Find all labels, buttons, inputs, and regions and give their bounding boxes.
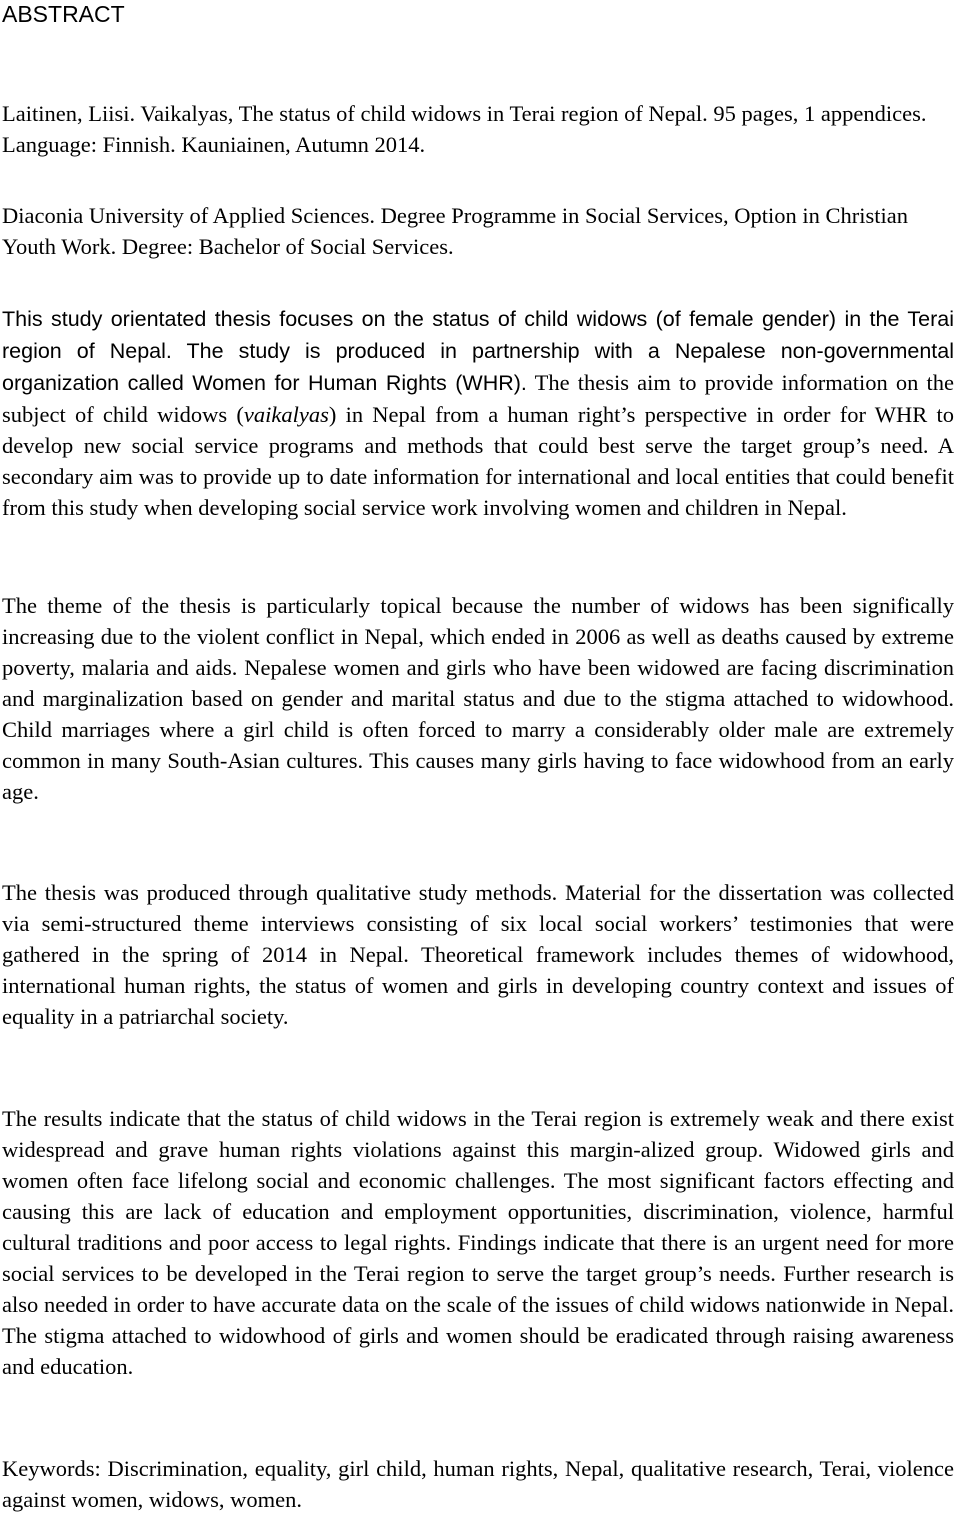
abstract-paragraph-1 xyxy=(2,303,954,523)
abstract-paragraph-3: The thesis was produced through qualitative study methods. Material for the dissertation was collected via semi-structured theme interviews consisting of six local social workers’ testimonies that were gathered in the spring of 2014 in Nepal. Theoretical framework includes themes of widowhood, international human rights, the status of women and girls in developing country context and issues of equality in a patriarchal society. xyxy=(2,880,954,1029)
abstract-paragraph-2: The theme of the thesis is particularly topical because the number of widows has been significally increasing due to the violent conflict in Nepal, which ended in 2006 as well as deaths caused by extreme poverty, malaria and aids. Nepalese women and girls who have been widowed are facing discrimination and marginalization based on gender and marital status and due to the stigma attached to widowhood. Child marriages where a girl child is often forced to marry a considerably older male are extremely common in many South-Asian cultures. This causes many girls having to face widowhood from an early age. xyxy=(2,593,954,804)
author-line: Laitinen, Liisi. Vaikalyas, The status of child widows in Terai region of Nepal. 95 pages, 1 appendices. Language: Finnish. Kauniainen, Autumn 2014. xyxy=(2,101,927,157)
paragraph-1-text: The thesis aim to provide information on the subject of child widows ( xyxy=(2,370,954,427)
abstract-paragraph-4: The results indicate that the status of child widows in the Terai region is extremely weak and there exist widespread and grave human rights violations against this margin-alized group. Widowed girls and women often face lifelong social and economic challenges. The most significant factors effecting and causing this are lack of education and employment opportunities, discrimination, violence, harmful cultural traditions and poor access to legal rights. Findings indicate that there is an urgent need for more social services to be developed in the Terai region to serve the target group’s needs. Further research is also needed in order to have accurate data on the scale of the issues of child widows nationwide in Nepal. The stigma attached to widowhood of girls and women should be eradicated through raising awareness and education. xyxy=(2,1106,954,1379)
institution-line: Diaconia University of Applied Sciences. Degree Programme in Social Services, Option in Christian Youth Work. Degree: Bachelor of Social Services. xyxy=(2,203,909,259)
italic-term: vaikalyas xyxy=(243,402,329,427)
keywords-line: Keywords: Discrimination, equality, girl child, human rights, Nepal, qualitative research, Terai, violence against women, widows, women. xyxy=(2,1456,954,1512)
paragraph-1-text-end: ) in Nepal from a human right’s perspective in order for WHR to develop new social service programs and methods that could best serve the target group’s need. A secondary aim was to provide up to date information for international and local entities that could benefit from this study when developing social service work involving women and children in Nepal. xyxy=(2,402,954,520)
paragraph-1-sans-text: This study orientated thesis focuses on the status of child widows (of female gender) in the Terai region of Nepal. The study is produced in partnership with a Nepalese non-governmental organization called Women for Human Rights (WHR). xyxy=(2,307,954,395)
abstract-heading: ABSTRACT xyxy=(2,1,125,27)
